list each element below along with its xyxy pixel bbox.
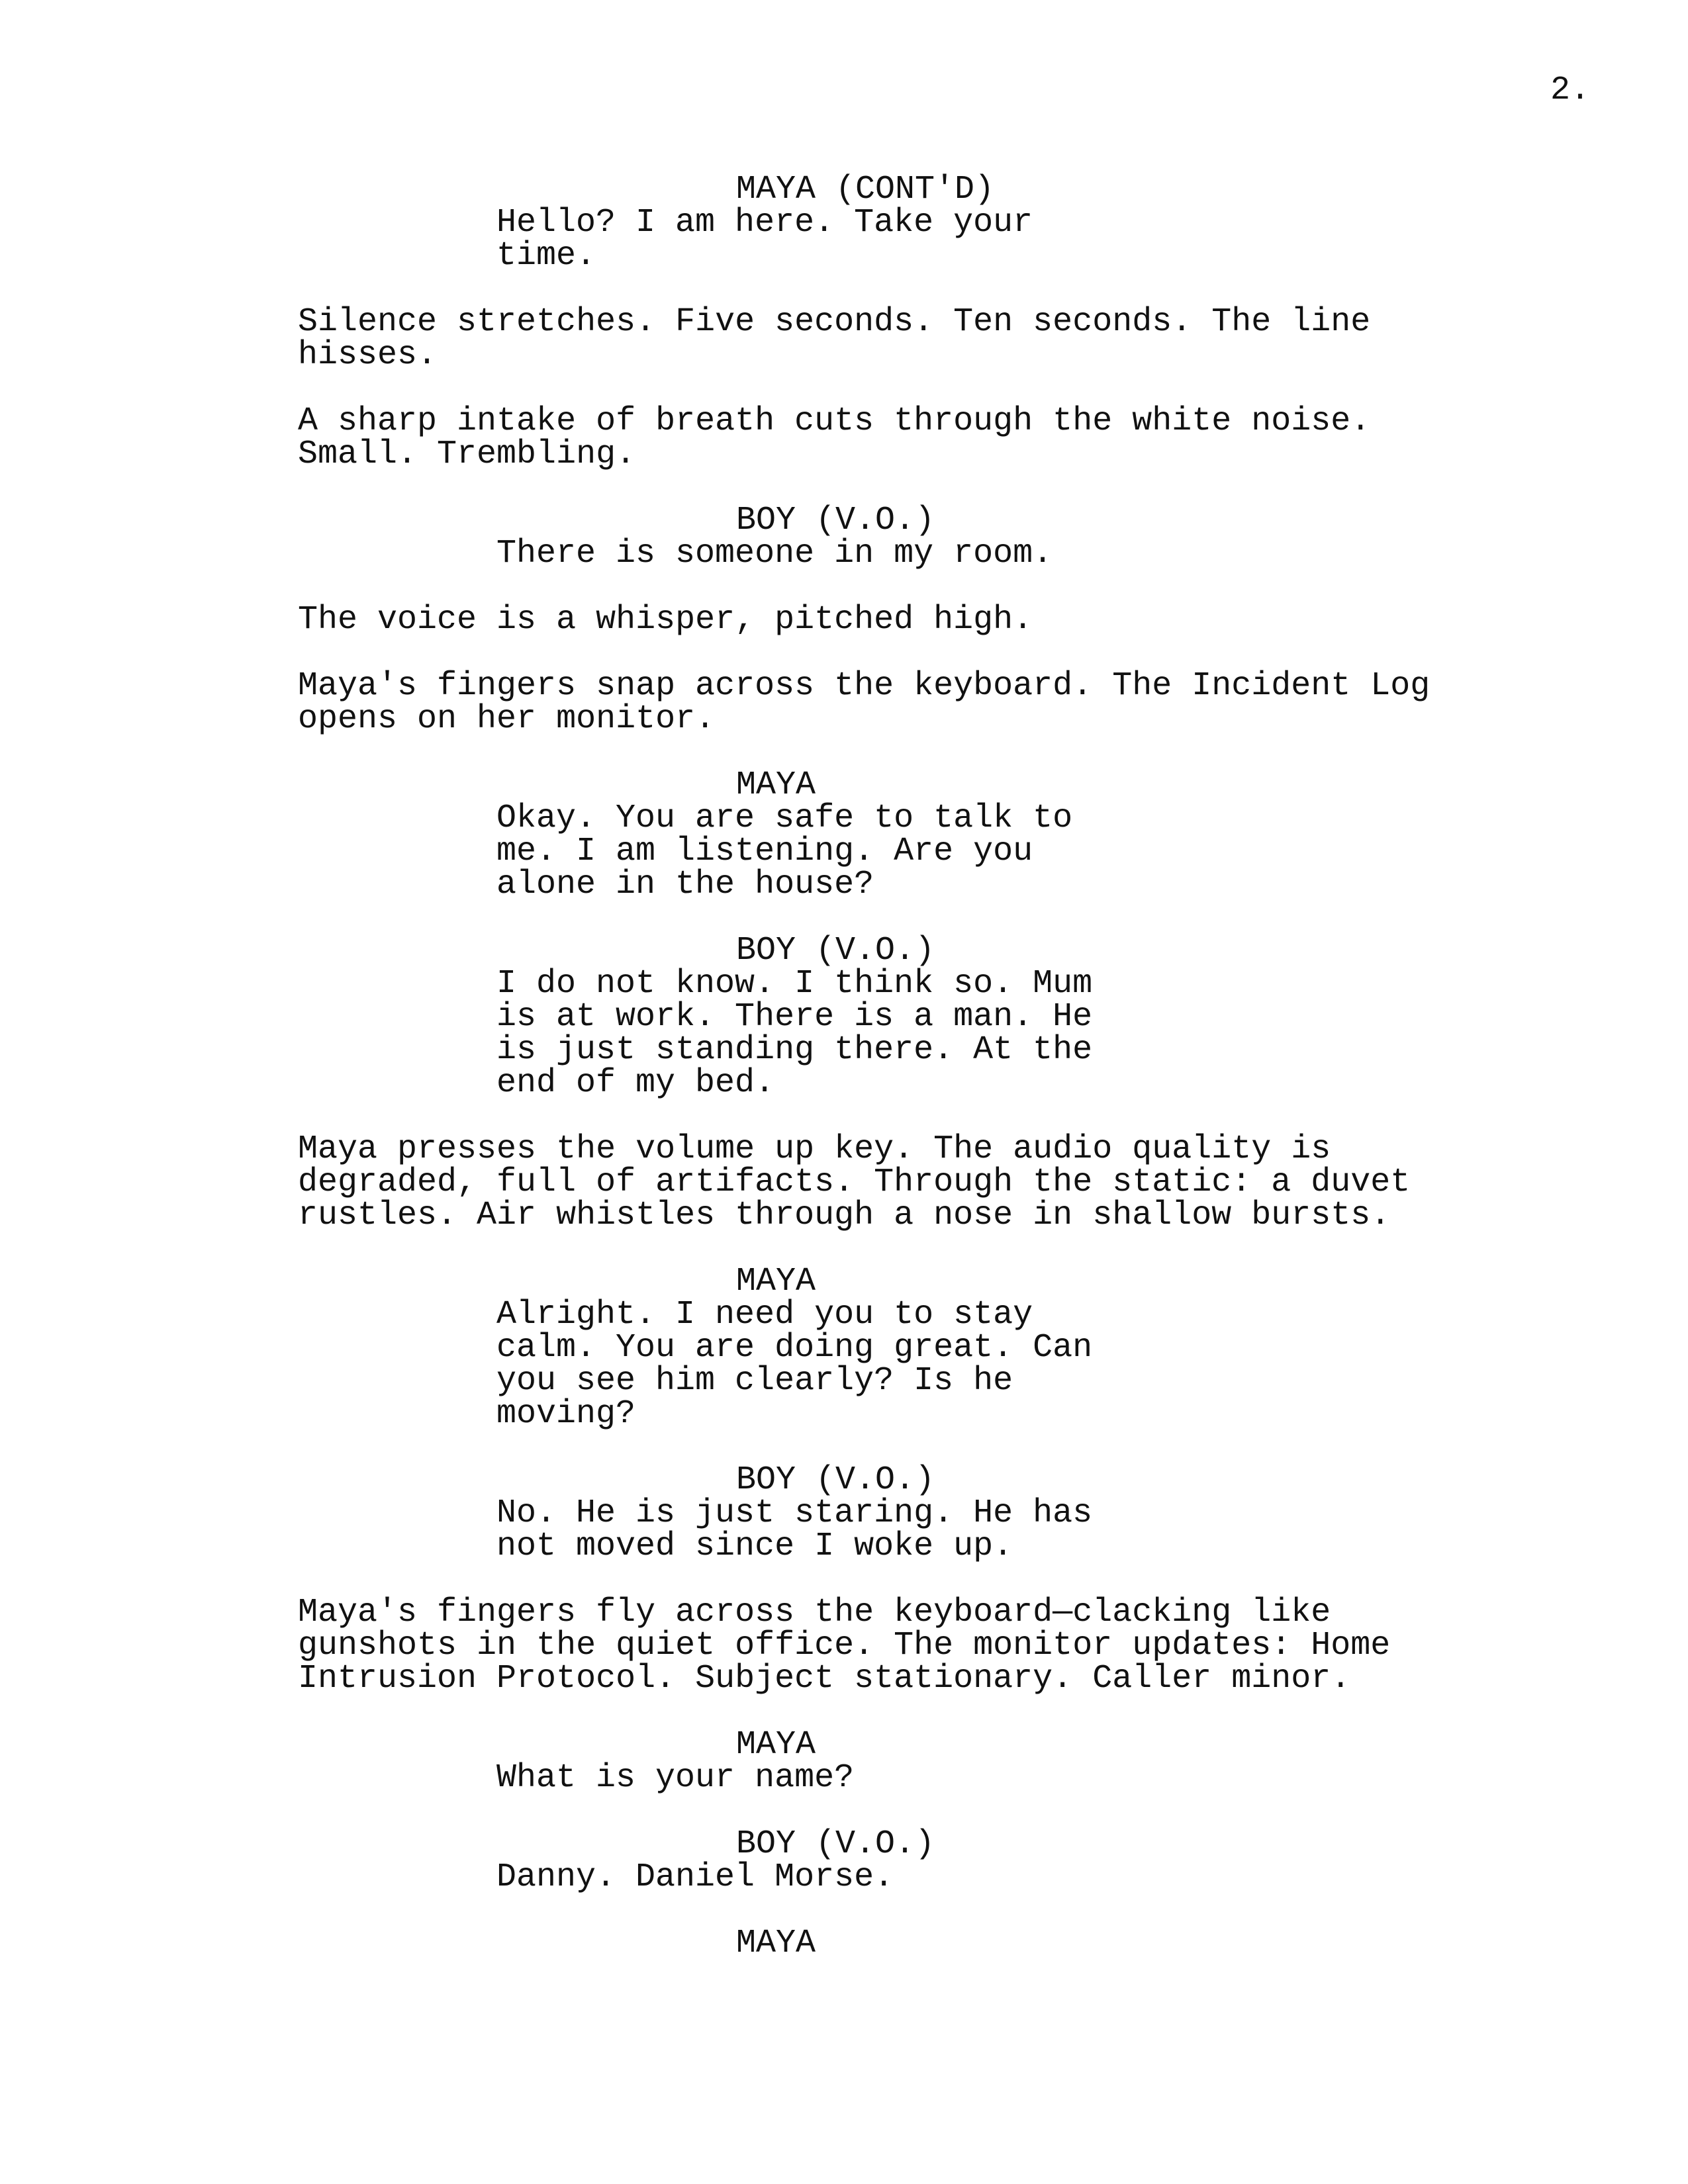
page-number: 2. <box>1550 71 1590 109</box>
action-line: rustles. Air whistles through a nose in shallow bursts. <box>298 1197 1391 1234</box>
dialogue-line: me. I am listening. Are you <box>496 833 1033 870</box>
action-line: Maya's fingers snap across the keyboard. The Incident Log <box>298 667 1430 705</box>
dialogue-line: alone in the house? <box>496 866 874 903</box>
dialogue-line: not moved since I woke up. <box>496 1527 1013 1565</box>
action-line: A sharp intake of breath cuts through the white noise. <box>298 402 1371 440</box>
character-cue: BOY (V.O.) <box>736 502 935 539</box>
blank-line <box>0 273 1688 306</box>
action-block <box>298 601 1688 639</box>
character-cue: MAYA <box>736 1263 816 1300</box>
action-block <box>298 667 1688 738</box>
action-line: gunshots in the quiet office. The monitor updates: Home <box>298 1627 1391 1664</box>
dialogue-line: is at work. There is a man. He <box>496 998 1093 1036</box>
blank-line <box>0 1100 1688 1133</box>
blank-line <box>0 901 1688 934</box>
blank-line <box>0 471 1688 504</box>
blank-line <box>0 1232 1688 1265</box>
action-line: hisses. <box>298 336 438 374</box>
dialogue-line: Alright. I need you to stay <box>496 1296 1033 1334</box>
action-line: Small. Trembling. <box>298 435 636 473</box>
blank-line <box>0 1563 1688 1596</box>
action-block <box>298 1596 1688 1696</box>
character-cue: MAYA <box>736 1925 816 1962</box>
action-block <box>298 1130 1688 1234</box>
dialogue-block <box>496 206 1688 273</box>
dialogue-block <box>496 1858 1688 1896</box>
dialogue-line: Okay. You are safe to talk to <box>496 799 1073 837</box>
action-line: degraded, full of artifacts. Through the static: a duvet <box>298 1163 1411 1201</box>
dialogue-line: Hello? I am here. Take your <box>496 204 1033 242</box>
dialogue-line: There is someone in my room. <box>496 535 1053 572</box>
action-block <box>298 402 1688 473</box>
screenplay-body <box>0 173 1688 1960</box>
dialogue-line: you see him clearly? Is he <box>496 1362 1013 1400</box>
dialogue-line: end of my bed. <box>496 1064 775 1102</box>
dialogue-block <box>496 1494 1688 1565</box>
dialogue-line: No. He is just staring. He has <box>496 1494 1093 1532</box>
blank-line <box>0 372 1688 405</box>
blank-line <box>0 570 1688 604</box>
action-line: Intrusion Protocol. Subject stationary. Caller minor. <box>298 1660 1351 1698</box>
character-cue: MAYA <box>736 1726 816 1764</box>
character-cue: MAYA <box>736 766 816 804</box>
blank-line <box>0 637 1688 670</box>
action-line: Maya's fingers fly across the keyboard—clacking like <box>298 1594 1331 1631</box>
blank-line <box>0 1894 1688 1927</box>
dialogue-line: time. <box>496 237 596 275</box>
dialogue-line: moving? <box>496 1395 636 1433</box>
character-cue: MAYA (CONT'D) <box>736 171 995 208</box>
dialogue-line: is just standing there. At the <box>496 1031 1093 1069</box>
dialogue-block <box>496 799 1688 903</box>
action-line: opens on her monitor. <box>298 700 716 738</box>
dialogue-block <box>496 1759 1688 1797</box>
character-cue: BOY (V.O.) <box>736 1461 935 1499</box>
blank-line <box>0 1795 1688 1828</box>
action-block <box>298 303 1688 374</box>
action-line: The voice is a whisper, pitched high. <box>298 601 1033 639</box>
dialogue-line: Danny. Daniel Morse. <box>496 1858 894 1896</box>
character-cue: BOY (V.O.) <box>736 932 935 970</box>
blank-line <box>0 1696 1688 1729</box>
character-cue: BOY (V.O.) <box>736 1825 935 1863</box>
dialogue-line: calm. You are doing great. Can <box>496 1329 1093 1367</box>
dialogue-block <box>496 1298 1688 1431</box>
blank-line <box>0 1431 1688 1464</box>
action-line: Maya presses the volume up key. The audio quality is <box>298 1130 1331 1168</box>
dialogue-block <box>496 537 1688 570</box>
dialogue-block <box>496 965 1688 1102</box>
action-line: Silence stretches. Five seconds. Ten seconds. The line <box>298 303 1371 341</box>
dialogue-line: I do not know. I think so. Mum <box>496 965 1093 1003</box>
blank-line <box>0 736 1688 769</box>
dialogue-line: What is your name? <box>496 1759 855 1797</box>
